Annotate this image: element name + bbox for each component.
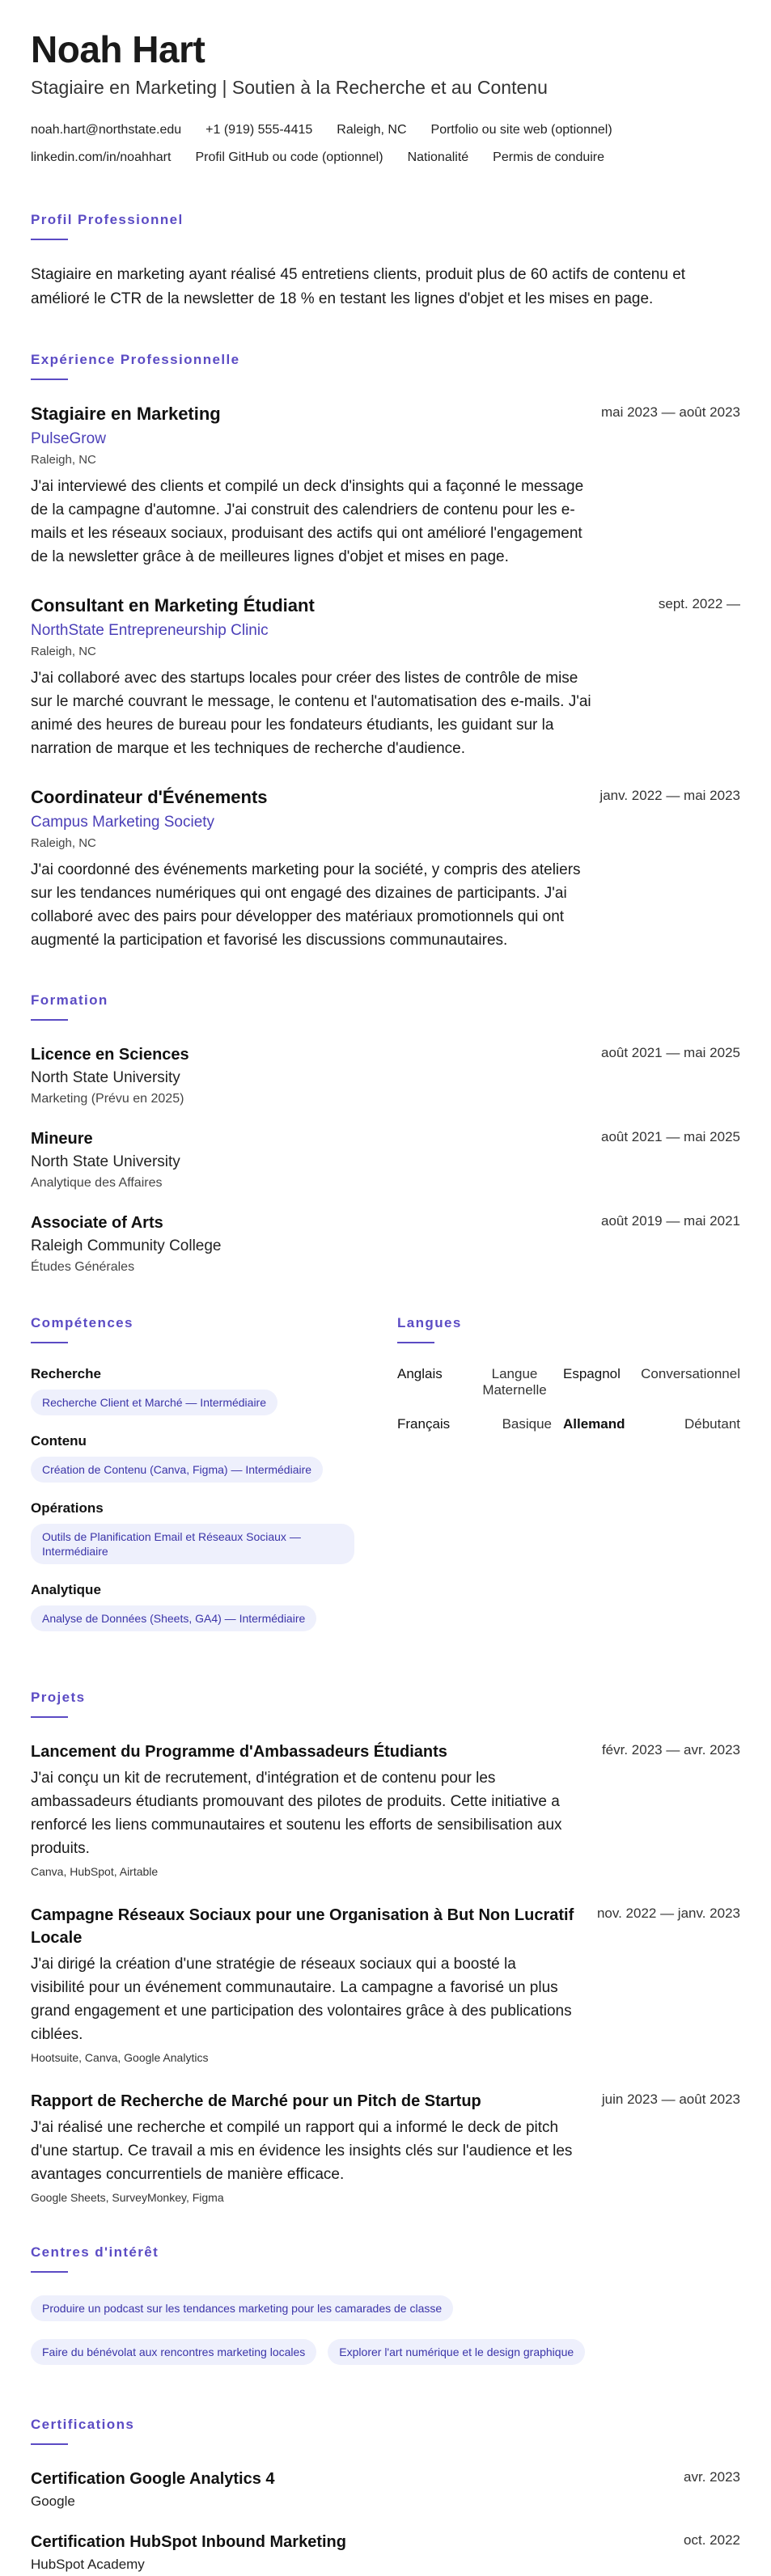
job-company: NorthState Entrepreneurship Clinic [31, 621, 269, 639]
language-item [563, 1416, 740, 1432]
skill-category: Contenu [31, 1432, 87, 1449]
contact-linkedin[interactable]: linkedin.com/in/noahhart [31, 150, 172, 164]
section-title: Compétences [31, 1314, 133, 1330]
education-detail: Études Générales [31, 1259, 135, 1274]
projects-section [31, 1690, 740, 2204]
contact-email[interactable]: noah.hart@northstate.edu [31, 122, 182, 137]
skills-languages-row [31, 1315, 740, 1649]
section-divider [31, 1019, 68, 1021]
degree-title: Licence en Sciences [31, 1045, 189, 1064]
skill-chip: Analyse de Données (Sheets, GA4) — Intermédiaire [31, 1605, 316, 1631]
language-level: Conversationnel [641, 1365, 740, 1381]
project-name: Lancement du Programme d'Ambassadeurs Étudiants [31, 1742, 447, 1761]
section-title: Projets [31, 1689, 86, 1705]
school-name: North State University [31, 1153, 180, 1170]
job-location: Raleigh, NC [31, 452, 96, 467]
job-title: Stagiaire en Marketing [31, 403, 221, 424]
job-location: Raleigh, NC [31, 644, 96, 658]
language-name: Allemand [563, 1415, 625, 1432]
language-level: Débutant [684, 1415, 740, 1432]
languages-section [397, 1315, 740, 1649]
job-company: PulseGrow [31, 429, 106, 447]
certification-issuer: Google [31, 2493, 75, 2509]
job-title: Consultant en Marketing Étudiant [31, 594, 315, 615]
experience-entry [31, 403, 740, 569]
school-name: North State University [31, 1068, 180, 1086]
section-title: Formation [31, 992, 108, 1008]
job-description: J'ai coordonné des événements marketing pour la société, y compris des ateliers sur les tendances numériques qui ont engagé des dizaines de participants. J'ai collaboré avec des pairs pour développer des matériaux promotionnels qui ont augmenté la participation et favorisé les discussions communautaires. [31, 861, 581, 949]
candidate-name: Noah Hart [31, 28, 205, 70]
contact-list [31, 123, 740, 165]
certification-name: Certification Google Analytics 4 [31, 2469, 275, 2488]
education-entry [31, 1127, 740, 1191]
certification-date: avr. 2023 [684, 2468, 740, 2485]
contact-driving-license: Permis de conduire [493, 150, 605, 164]
section-divider [31, 1342, 68, 1343]
certifications-section [31, 2417, 740, 2573]
project-dates: nov. 2022 — janv. 2023 [596, 1905, 740, 1921]
project-name: Rapport de Recherche de Marché pour un Pitch de Startup [31, 2092, 481, 2110]
candidate-headline: Stagiaire en Marketing | Soutien à la Recherche et au Contenu [31, 76, 548, 98]
section-title: Certifications [31, 2416, 135, 2432]
experience-entry [31, 594, 740, 760]
language-level: Langue Maternelle [482, 1365, 547, 1398]
language-name: Français [397, 1415, 451, 1432]
section-title: Expérience Professionnelle [31, 351, 240, 367]
skill-chip: Création de Contenu (Canva, Figma) — Intermédiaire [31, 1457, 323, 1483]
skill-category: Recherche [31, 1365, 101, 1381]
interest-list [31, 2295, 694, 2376]
summary-section [31, 212, 740, 311]
language-item [397, 1416, 563, 1432]
certification-date: oct. 2022 [684, 2532, 740, 2548]
section-title: Profil Professionnel [31, 211, 184, 227]
section-divider [31, 379, 68, 380]
education-dates: août 2019 — mai 2021 [600, 1212, 740, 1229]
education-detail: Marketing (Prévu en 2025) [31, 1091, 184, 1106]
language-item [397, 1366, 563, 1398]
contact-location: Raleigh, NC [337, 122, 407, 137]
job-dates: mai 2023 — août 2023 [600, 404, 740, 420]
interests-section [31, 2244, 740, 2376]
section-divider [31, 2443, 68, 2445]
job-company: Campus Marketing Society [31, 813, 215, 831]
school-name: Raleigh Community College [31, 1237, 222, 1254]
summary-text: Stagiaire en marketing ayant réalisé 45 entretiens clients, produit plus de 60 actifs de contenu et amélioré le CTR de la newsletter de 18 % en testant les lignes d'objet et les mises en page. [31, 265, 686, 307]
contact-github[interactable]: Profil GitHub ou code (optionnel) [195, 150, 383, 164]
job-dates: janv. 2022 — mai 2023 [599, 787, 740, 803]
skills-section [31, 1315, 371, 1649]
section-divider [31, 1716, 68, 1718]
education-section [31, 992, 740, 1275]
section-divider [31, 2271, 68, 2273]
section-divider [397, 1342, 434, 1343]
section-divider [31, 239, 68, 240]
skill-chip: Outils de Planification Email et Réseaux Sociaux — Intermédiaire [31, 1524, 354, 1564]
skill-category: Analytique [31, 1581, 101, 1597]
job-title: Coordinateur d'Événements [31, 786, 268, 807]
job-location: Raleigh, NC [31, 835, 96, 850]
degree-title: Mineure [31, 1129, 93, 1148]
education-entry [31, 1212, 740, 1275]
language-name: Espagnol [563, 1365, 621, 1381]
skill-category: Opérations [31, 1499, 104, 1516]
degree-title: Associate of Arts [31, 1213, 163, 1232]
job-description: J'ai collaboré avec des startups locales pour créer des listes de contrôle de mise sur le marché couvrant le message, le contenu et l'automatisation des e-mails. J'ai animé des heures de bureau pour les fondateurs étudiants, les guidant sur la narration de marque et les techniques de recherche d'audience. [31, 669, 591, 757]
contact-phone[interactable]: +1 (919) 555-4415 [205, 122, 313, 137]
project-tools: Hootsuite, Canva, Google Analytics [31, 2050, 209, 2064]
certification-name: Certification HubSpot Inbound Marketing [31, 2532, 346, 2551]
experience-entry [31, 786, 740, 952]
experience-section [31, 352, 740, 952]
certification-entry [31, 2531, 740, 2573]
interest-chip: Explorer l'art numérique et le design graphique [328, 2339, 585, 2365]
project-entry [31, 2090, 740, 2204]
skill-chip: Recherche Client et Marché — Intermédiaire [31, 1390, 277, 1415]
project-dates: févr. 2023 — avr. 2023 [601, 1741, 740, 1758]
job-description: J'ai interviewé des clients et compilé un deck d'insights qui a façonné le message de la campagne d'automne. J'ai construit des calendriers de contenu pour les e-mails et les réseaux sociaux, produisant des actifs qui ont amélioré l'engagement de la newsletter grâce à de meilleures lignes d'objet et mises en page. [31, 477, 584, 565]
contact-nationality: Nationalité [407, 150, 469, 164]
contact-portfolio[interactable]: Portfolio ou site web (optionnel) [430, 122, 612, 137]
job-dates: sept. 2022 — [658, 595, 740, 611]
language-name: Anglais [397, 1365, 443, 1381]
project-tools: Canva, HubSpot, Airtable [31, 1864, 159, 1878]
certification-entry [31, 2468, 740, 2510]
language-level: Basique [502, 1415, 552, 1432]
interest-chip: Produire un podcast sur les tendances marketing pour les camarades de classe [31, 2295, 453, 2321]
resume-header [31, 29, 740, 165]
section-title: Centres d'intérêt [31, 2244, 159, 2260]
interest-chip: Faire du bénévolat aux rencontres marketing locales [31, 2339, 316, 2365]
project-entry [31, 1904, 740, 2064]
project-entry [31, 1741, 740, 1878]
project-tools: Google Sheets, SurveyMonkey, Figma [31, 2190, 224, 2204]
project-description: J'ai dirigé la création d'une stratégie de réseaux sociaux qui a boosté la visibilité pour un événement communautaire. La campagne a favorisé un plus grand engagement et une participation des volontaires grâce à des publications ciblées. [31, 1955, 572, 2043]
education-dates: août 2021 — mai 2025 [600, 1044, 740, 1060]
certification-issuer: HubSpot Academy [31, 2556, 145, 2572]
project-dates: juin 2023 — août 2023 [601, 2091, 740, 2107]
project-name: Campagne Réseaux Sociaux pour une Organisation à But Non Lucratif Locale [31, 1906, 574, 1947]
project-description: J'ai conçu un kit de recrutement, d'intégration et de contenu pour les ambassadeurs étudiants promouvant des pilotes de produits. Cette initiative a renforcé les liens communautaires et soutenu les efforts de sensibilisation aux produits. [31, 1769, 562, 1857]
language-list [397, 1366, 740, 1432]
language-item [563, 1366, 740, 1398]
education-entry [31, 1043, 740, 1106]
project-description: J'ai réalisé une recherche et compilé un rapport qui a informé le deck de pitch d'une startup. Ce travail a mis en évidence les insights clés sur l'audience et les avantages concurrentiels de manière efficace. [31, 2118, 573, 2183]
education-dates: août 2021 — mai 2025 [600, 1128, 740, 1144]
education-detail: Analytique des Affaires [31, 1175, 163, 1190]
section-title: Langues [397, 1314, 462, 1330]
